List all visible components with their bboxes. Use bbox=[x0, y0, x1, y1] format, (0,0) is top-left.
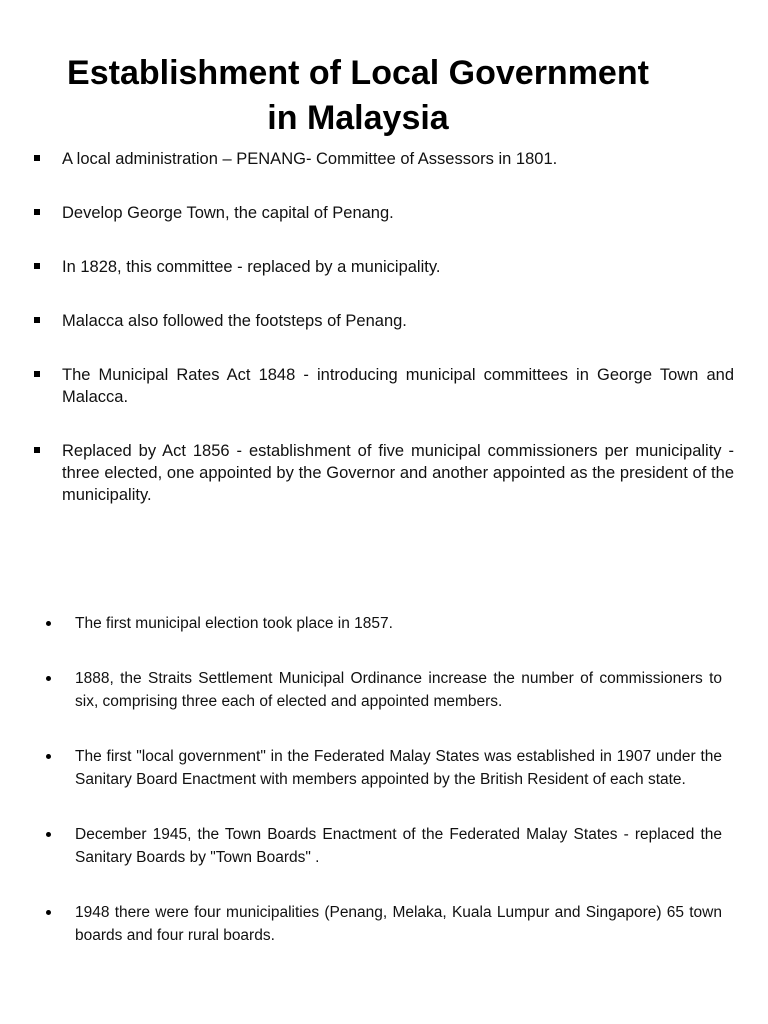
page-title bbox=[0, 51, 716, 141]
round-bullet-icon bbox=[46, 621, 51, 626]
square-bullet-icon bbox=[34, 155, 40, 161]
round-bullet-icon bbox=[46, 754, 51, 759]
list-item-text: The first municipal election took place in 1857. bbox=[75, 615, 393, 632]
list-item-text: Malacca also followed the footsteps of Penang. bbox=[62, 312, 407, 330]
list-item-text: Develop George Town, the capital of Penang. bbox=[62, 204, 394, 222]
list-item-text: The first "local government" in the Federated Malay States was established in 1907 under the Sanitary Board Enactment with members appointed by the British Resident of each state. bbox=[75, 748, 722, 788]
title-line-2: in Malaysia bbox=[267, 98, 449, 137]
title-line-1: Establishment of Local Government bbox=[67, 53, 649, 92]
list-item-text: 1948 there were four municipalities (Penang, Melaka, Kuala Lumpur and Singapore) 65 town boards and four rural boards. bbox=[75, 904, 722, 944]
list-item bbox=[75, 667, 722, 713]
list-item bbox=[62, 310, 734, 332]
list-item-text: In 1828, this committee - replaced by a municipality. bbox=[62, 258, 441, 276]
square-bullet-icon bbox=[34, 371, 40, 377]
square-bullet-icon bbox=[34, 447, 40, 453]
round-bullet-icon bbox=[46, 910, 51, 915]
bullet-list-1 bbox=[62, 148, 734, 538]
square-bullet-icon bbox=[34, 209, 40, 215]
list-item bbox=[75, 745, 722, 791]
list-item bbox=[62, 256, 734, 278]
bullet-list-2 bbox=[75, 612, 722, 979]
list-item-text: December 1945, the Town Boards Enactment of the Federated Malay States - replaced the Sanitary Boards by "Town Boards" . bbox=[75, 826, 722, 866]
list-item bbox=[75, 823, 722, 869]
list-item-text: The Municipal Rates Act 1848 - introducing municipal committees in George Town and Malacca. bbox=[62, 366, 734, 406]
round-bullet-icon bbox=[46, 832, 51, 837]
list-item-text: 1888, the Straits Settlement Municipal Ordinance increase the number of commissioners to six, comprising three each of elected and appointed members. bbox=[75, 670, 722, 710]
list-item bbox=[62, 202, 734, 224]
list-item bbox=[62, 364, 734, 408]
round-bullet-icon bbox=[46, 676, 51, 681]
list-item bbox=[62, 148, 734, 170]
list-item bbox=[75, 612, 722, 635]
list-item-text: Replaced by Act 1856 - establishment of five municipal commissioners per municipality - three elected, one appointed by the Governor and another appointed as the president of the municipality. bbox=[62, 442, 734, 504]
square-bullet-icon bbox=[34, 317, 40, 323]
list-item bbox=[62, 440, 734, 506]
square-bullet-icon bbox=[34, 263, 40, 269]
list-item-text: A local administration – PENANG- Committee of Assessors in 1801. bbox=[62, 150, 558, 168]
list-item bbox=[75, 901, 722, 947]
